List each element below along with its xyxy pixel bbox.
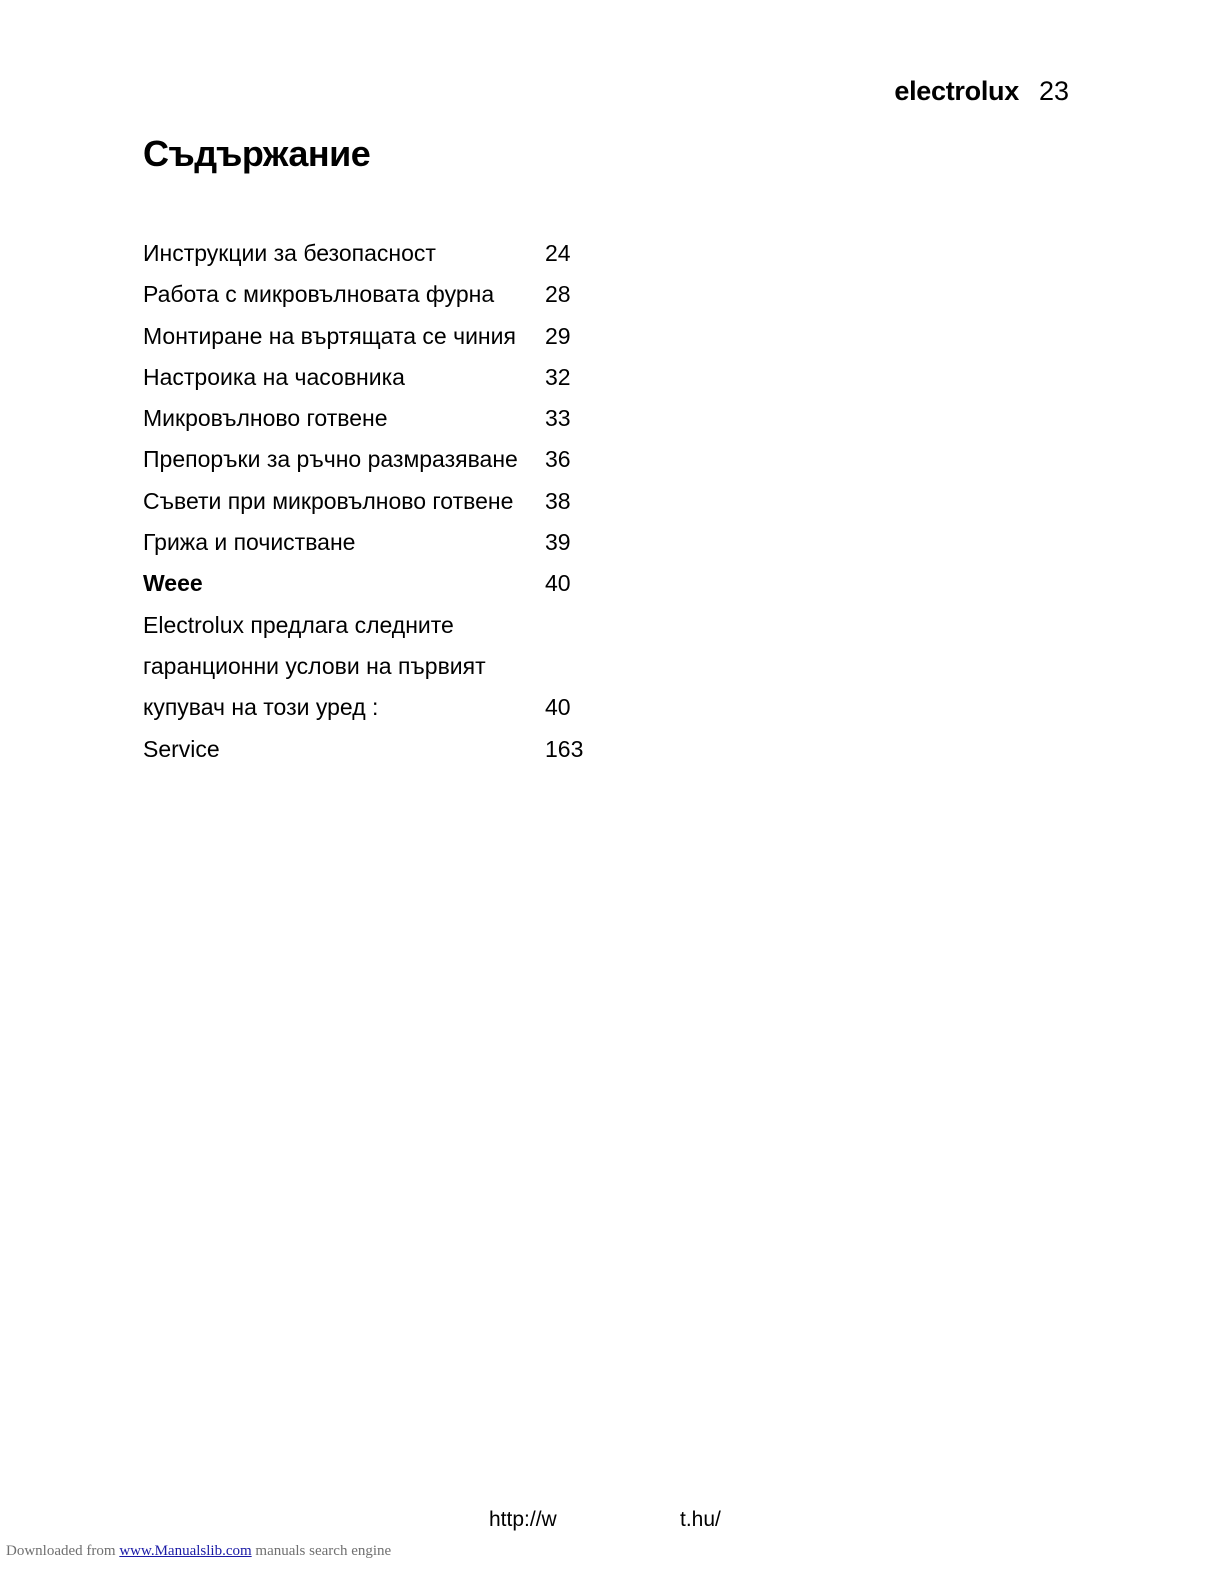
toc-entry-label: Монтиране на въртящата се чиния: [143, 322, 516, 349]
toc-entry-page: 28: [545, 281, 571, 308]
toc-entry-label: Съвети при микровълново готвене: [143, 487, 514, 514]
toc-entry[interactable]: [143, 522, 643, 563]
toc-entry[interactable]: [143, 439, 643, 480]
toc-entry-label: Препоръки за ръчно размразяване: [143, 446, 518, 473]
toc-entry-label: гаранционни услови на първият: [143, 652, 486, 679]
toc-entry-page: 40: [545, 570, 571, 597]
toc-entry[interactable]: [143, 481, 643, 522]
toc-entry-label: Weee: [143, 570, 203, 597]
toc-entry[interactable]: [143, 398, 643, 439]
toc-entry-page: 163: [545, 735, 584, 762]
toc-entry-page: 36: [545, 446, 571, 473]
manualslib-link[interactable]: www.Manualslib.com: [119, 1543, 252, 1559]
toc-entry-label: Работа с микровълновата фурна: [143, 281, 495, 308]
footer-prefix: Downloaded from: [6, 1543, 120, 1559]
toc-entry[interactable]: [143, 316, 643, 357]
page-title: Съдържание: [143, 133, 371, 174]
url-fragment-right: t.hu/: [680, 1508, 721, 1531]
toc-entry-label: Микровълново готвене: [143, 405, 388, 432]
toc-entry[interactable]: [143, 233, 643, 274]
download-footer: [6, 1541, 391, 1561]
toc-entry[interactable]: [143, 605, 643, 646]
toc-entry-page: 38: [545, 487, 571, 514]
toc-entry-label: Грижа и почистване: [143, 529, 356, 556]
toc-entry[interactable]: [143, 274, 643, 315]
toc-entry[interactable]: [143, 729, 643, 770]
toc-entry-label: купувач на този уред :: [143, 694, 379, 721]
toc-entry-label: Настроика на часовника: [143, 363, 405, 390]
brand-name: electrolux: [894, 76, 1019, 106]
page-number: 23: [1038, 76, 1069, 106]
toc-entry-label: Инструкции за безопасност: [143, 240, 436, 266]
toc-entry-page: 24: [545, 240, 571, 266]
footer-suffix: manuals search engine: [251, 1543, 392, 1559]
toc-entry-label: Electrolux предлага следните: [143, 611, 454, 638]
toc-entry[interactable]: [143, 563, 643, 604]
page-header: [894, 74, 1069, 108]
toc-entry[interactable]: [143, 357, 643, 398]
toc-entry-page: 40: [545, 694, 571, 721]
table-of-contents: [143, 233, 643, 770]
toc-entry[interactable]: [143, 687, 643, 728]
toc-entry-page: 39: [545, 529, 571, 556]
url-fragment-left: http://w: [489, 1508, 557, 1531]
toc-entry-label: Service: [143, 735, 220, 762]
toc-entry-page: 29: [545, 322, 571, 349]
toc-entry-page: 33: [545, 405, 571, 432]
toc-entry-page: 32: [545, 363, 571, 390]
toc-entry[interactable]: [143, 646, 643, 687]
